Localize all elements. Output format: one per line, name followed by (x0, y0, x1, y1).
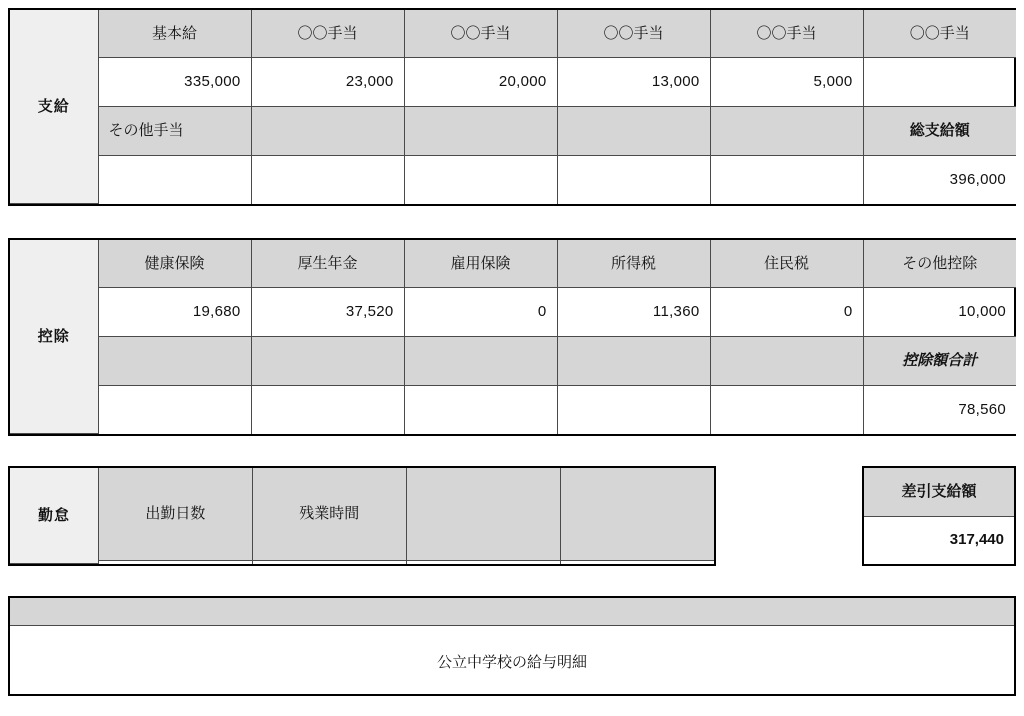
deductions-subheader-cell (251, 337, 404, 386)
payments-value-cell: 20,000 (404, 58, 557, 107)
attendance-header-cell (406, 468, 560, 561)
payments-total-value-cell (404, 156, 557, 204)
note-box (8, 596, 1016, 696)
deductions-header-cell: 住民税 (710, 240, 863, 288)
payments-total-value-cell (251, 156, 404, 204)
net-pay-label: 差引支給額 (864, 468, 1014, 516)
deductions-subheader-cell (710, 337, 863, 386)
deductions-table (8, 238, 1016, 436)
deductions-total-value-cell (710, 386, 863, 434)
deductions-header-cell: 所得税 (557, 240, 710, 288)
attendance-value-cell (406, 561, 560, 564)
note-text: 公立中学校の給与明細 (436, 653, 587, 671)
net-pay-value: 317,440 (864, 516, 1014, 564)
payments-value-cell: 13,000 (557, 58, 710, 107)
payments-header-cell: 〇〇手当 (251, 10, 404, 58)
deductions-value-cell: 0 (710, 288, 863, 337)
payments-subheader-cell (251, 107, 404, 156)
deductions-subheader-cell (98, 337, 251, 386)
payments-value-cell: 5,000 (710, 58, 863, 107)
payments-table (8, 8, 1016, 206)
deductions-total-value-cell (557, 386, 710, 434)
deductions-value-cell: 37,520 (251, 288, 404, 337)
deductions-header-cell: 雇用保険 (404, 240, 557, 288)
attendance-value-cell (560, 561, 714, 564)
attendance-header-cell: 出勤日数 (99, 468, 253, 561)
net-pay-box (862, 466, 1016, 566)
payments-value-cell (863, 58, 1016, 107)
payments-total-value-cell (710, 156, 863, 204)
payments-header-cell: 〇〇手当 (710, 10, 863, 58)
deductions-header-cell: 健康保険 (98, 240, 251, 288)
attendance-header-cell: 残業時間 (252, 468, 406, 561)
payments-value-cell: 335,000 (98, 58, 251, 107)
deductions-total-label: 控除額合計 (863, 337, 1016, 386)
deductions-total-value-cell (404, 386, 557, 434)
payments-total-value: 396,000 (863, 156, 1016, 204)
attendance-table (8, 466, 716, 566)
payments-subheader-cell: その他手当 (98, 107, 251, 156)
payments-value-cell: 23,000 (251, 58, 404, 107)
payments-subheader-cell (710, 107, 863, 156)
deductions-total-value-cell (98, 386, 251, 434)
deductions-section-label: 控除 (10, 240, 98, 434)
deductions-header-cell: 厚生年金 (251, 240, 404, 288)
payments-total-value-cell (557, 156, 710, 204)
payments-header-cell: 〇〇手当 (404, 10, 557, 58)
attendance-header-cell (560, 468, 714, 561)
deductions-value-cell: 10,000 (863, 288, 1016, 337)
payments-header-cell: 基本給 (98, 10, 251, 58)
payments-subheader-cell (557, 107, 710, 156)
payments-total-value-cell (98, 156, 251, 204)
deductions-subheader-cell (404, 337, 557, 386)
deductions-subheader-cell (557, 337, 710, 386)
deductions-value-cell: 19,680 (98, 288, 251, 337)
attendance-value-cell (252, 561, 406, 564)
payments-section-label: 支給 (10, 10, 98, 204)
payments-header-cell: 〇〇手当 (557, 10, 710, 58)
note-header-band (10, 598, 1014, 626)
deductions-value-cell: 11,360 (557, 288, 710, 337)
payments-header-cell: 〇〇手当 (863, 10, 1016, 58)
payments-subheader-cell (404, 107, 557, 156)
attendance-section-label: 勤怠 (10, 468, 99, 564)
deductions-value-cell: 0 (404, 288, 557, 337)
attendance-value-cell (99, 561, 253, 564)
payments-total-label: 総支給額 (863, 107, 1016, 156)
deductions-header-cell: その他控除 (863, 240, 1016, 288)
deductions-total-value-cell (251, 386, 404, 434)
deductions-total-value: 78,560 (863, 386, 1016, 434)
